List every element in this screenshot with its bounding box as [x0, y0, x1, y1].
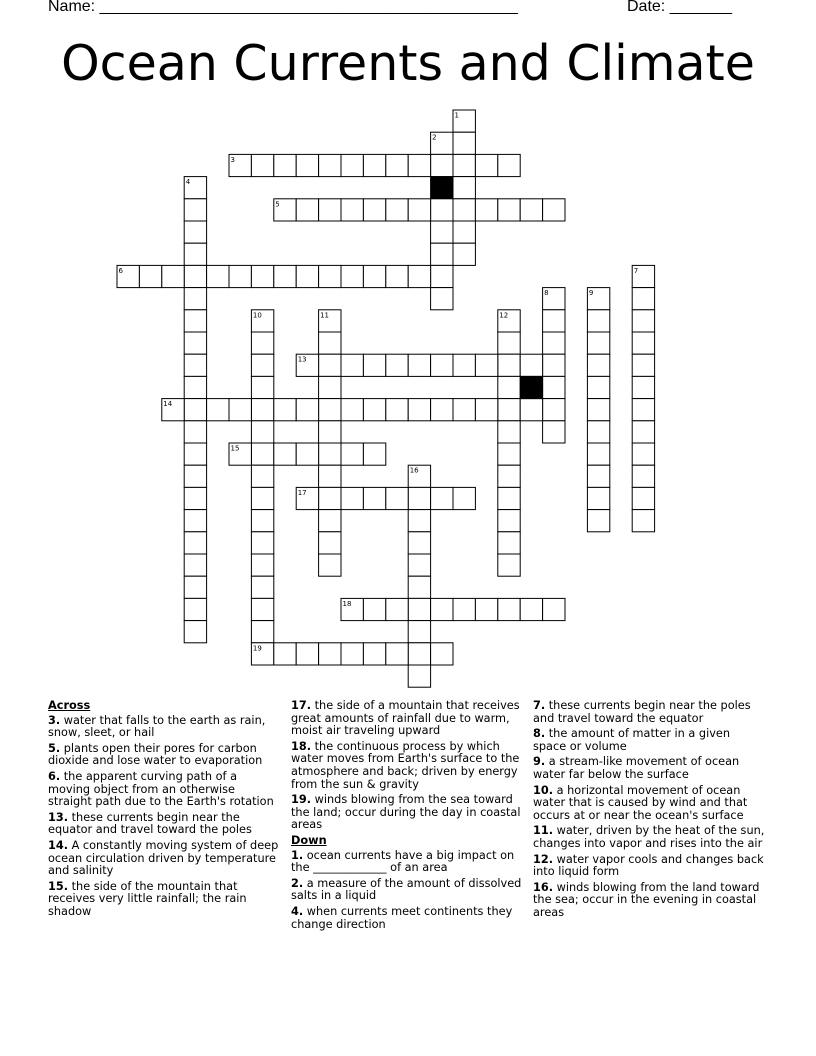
grid-cell[interactable]	[386, 487, 408, 509]
grid-cell[interactable]	[184, 532, 206, 554]
grid-cell[interactable]	[520, 399, 542, 421]
grid-cell[interactable]	[319, 510, 341, 532]
grid-cell[interactable]	[251, 532, 273, 554]
clue-item-text: these currents begin near the equator and travel toward the poles	[48, 810, 252, 837]
grid-cell[interactable]	[431, 354, 453, 376]
grid-cell[interactable]	[408, 598, 430, 620]
grid-cell[interactable]	[319, 465, 341, 487]
clue-item-number: 19.	[291, 793, 312, 807]
grid-cell[interactable]	[363, 399, 385, 421]
grid-cell[interactable]	[520, 199, 542, 221]
grid-cell[interactable]	[453, 154, 475, 176]
clue-number: 1	[454, 111, 459, 120]
grid-cell[interactable]	[498, 598, 520, 620]
grid-cell[interactable]	[386, 598, 408, 620]
clue-number: 4	[185, 178, 191, 187]
clue-item	[533, 785, 765, 823]
grid-cell[interactable]	[319, 443, 341, 465]
grid-cell[interactable]	[251, 443, 273, 465]
grid-cell[interactable]	[408, 487, 430, 509]
clue-item-number: 16.	[533, 880, 554, 894]
grid-cell[interactable]	[543, 310, 565, 332]
grid-cell[interactable]	[386, 354, 408, 376]
grid-cell[interactable]	[408, 621, 430, 643]
down-clue-list-continued	[533, 700, 765, 920]
clue-item-number: 13.	[48, 810, 69, 824]
down-clue-list	[291, 850, 523, 932]
clue-number: 18	[342, 599, 352, 608]
clue-number: 10	[252, 311, 262, 320]
grid-cell[interactable]	[498, 154, 520, 176]
grid-cell[interactable]	[408, 532, 430, 554]
grid-cell[interactable]	[184, 265, 206, 287]
clues-column-1	[48, 700, 280, 922]
grid-cell[interactable]	[207, 265, 229, 287]
clue-item	[533, 728, 765, 753]
grid-cell[interactable]	[341, 354, 363, 376]
grid-cell[interactable]	[296, 199, 318, 221]
grid-cell[interactable]	[475, 199, 497, 221]
grid-cell[interactable]	[587, 421, 609, 443]
grid-cell[interactable]	[498, 532, 520, 554]
clue-item-text: a horizontal movement of ocean water that is caused by wind and that occurs at or near the ocean's surface	[533, 783, 748, 822]
grid-cell[interactable]	[139, 265, 161, 287]
grid-cell[interactable]	[587, 399, 609, 421]
grid-cell[interactable]	[498, 487, 520, 509]
grid-cell[interactable]	[431, 288, 453, 310]
across-clue-list	[48, 715, 280, 919]
across-clue-list-continued	[291, 700, 523, 832]
clue-item-number: 6.	[48, 769, 61, 783]
grid-cell[interactable]	[431, 154, 453, 176]
grid-cell[interactable]	[184, 510, 206, 532]
grid-cell[interactable]	[408, 199, 430, 221]
clue-number: 14	[163, 400, 173, 409]
grid-cell[interactable]	[453, 354, 475, 376]
grid-cell[interactable]	[184, 554, 206, 576]
grid-cell[interactable]	[341, 154, 363, 176]
grid-cell[interactable]	[475, 399, 497, 421]
grid-cell[interactable]	[251, 154, 273, 176]
grid-cell[interactable]	[251, 399, 273, 421]
grid-cell[interactable]	[184, 421, 206, 443]
grid-cell[interactable]	[498, 199, 520, 221]
grid-cell[interactable]	[632, 376, 654, 398]
clue-item-number: 11.	[533, 824, 554, 838]
grid-cell[interactable]	[498, 421, 520, 443]
grid-cell[interactable]	[184, 243, 206, 265]
clue-number: 3	[230, 155, 235, 164]
grid-cell[interactable]	[498, 554, 520, 576]
grid-cell[interactable]	[632, 332, 654, 354]
clue-item-number: 4.	[291, 904, 304, 918]
clue-item	[48, 812, 280, 837]
grid-cell[interactable]	[363, 154, 385, 176]
clue-item-number: 14.	[48, 838, 69, 852]
grid-cell[interactable]	[520, 598, 542, 620]
grid-cell[interactable]	[431, 643, 453, 665]
clue-item-text: water that falls to the earth as rain, snow, sleet, or hail	[48, 713, 266, 740]
clues-column-2	[291, 700, 523, 934]
grid-cell[interactable]	[632, 354, 654, 376]
grid-cell[interactable]	[363, 265, 385, 287]
grid-cell[interactable]	[184, 487, 206, 509]
grid-cell[interactable]	[251, 576, 273, 598]
grid-cell[interactable]	[319, 265, 341, 287]
grid-cell[interactable]	[408, 399, 430, 421]
grid-cell[interactable]	[251, 510, 273, 532]
grid-cell[interactable]	[251, 598, 273, 620]
clue-item-number: 12.	[533, 852, 554, 866]
grid-cell[interactable]	[431, 487, 453, 509]
clue-number: 2	[432, 133, 437, 142]
grid-cell[interactable]	[587, 487, 609, 509]
grid-cell[interactable]	[632, 288, 654, 310]
grid-cell[interactable]	[184, 288, 206, 310]
grid-cell[interactable]	[363, 643, 385, 665]
grid-cell[interactable]	[274, 443, 296, 465]
grid-cell[interactable]	[453, 487, 475, 509]
grid-block	[431, 177, 453, 199]
grid-cell[interactable]	[587, 376, 609, 398]
grid-cell[interactable]	[251, 554, 273, 576]
clue-number: 16	[409, 466, 419, 475]
clue-item	[48, 715, 280, 740]
grid-block	[520, 376, 542, 398]
grid-cell[interactable]	[632, 310, 654, 332]
down-heading: Down	[291, 833, 327, 847]
grid-cell[interactable]	[408, 154, 430, 176]
grid-cell[interactable]	[408, 665, 430, 687]
grid-cell[interactable]	[319, 532, 341, 554]
grid-cell[interactable]	[453, 132, 475, 154]
clue-item-text: plants open their pores for carbon dioxide and lose water to evaporation	[48, 741, 263, 768]
grid-cell[interactable]	[296, 154, 318, 176]
grid-cell[interactable]	[251, 465, 273, 487]
grid-cell[interactable]	[386, 265, 408, 287]
grid-cell[interactable]	[475, 154, 497, 176]
clue-number: 19	[252, 644, 262, 653]
clue-item-number: 18.	[291, 739, 312, 753]
clue-number: 17	[297, 488, 307, 497]
grid-cell[interactable]	[319, 421, 341, 443]
grid-cell[interactable]	[319, 376, 341, 398]
clue-item-text: a measure of the amount of dissolved salts in a liquid	[291, 876, 522, 903]
grid-cell[interactable]	[543, 199, 565, 221]
grid-cell[interactable]	[543, 332, 565, 354]
grid-cell[interactable]	[386, 154, 408, 176]
grid-cell[interactable]	[408, 576, 430, 598]
clue-item-number: 5.	[48, 741, 61, 755]
grid-cell[interactable]	[251, 265, 273, 287]
grid-cell[interactable]	[543, 598, 565, 620]
grid-cell[interactable]	[184, 399, 206, 421]
clue-item-text: the apparent curving path of a moving object from an otherwise straight path due to the Earth's rotation	[48, 769, 274, 809]
grid-cell[interactable]	[296, 443, 318, 465]
clue-number: 11	[320, 311, 330, 320]
grid-cell[interactable]	[543, 354, 565, 376]
clue-number: 15	[230, 444, 240, 453]
across-heading: Across	[48, 699, 91, 712]
grid-cell[interactable]	[251, 354, 273, 376]
clue-number: 5	[275, 200, 280, 209]
date-field[interactable]: Date: _______	[627, 0, 732, 15]
grid-cell[interactable]	[632, 465, 654, 487]
clue-item-text: ocean currents have a big impact on the _____________ of an area	[291, 848, 515, 875]
grid-cell[interactable]	[184, 376, 206, 398]
grid-cell[interactable]	[453, 177, 475, 199]
grid-cell[interactable]	[498, 465, 520, 487]
clue-number: 8	[544, 289, 549, 298]
grid-cell[interactable]	[453, 243, 475, 265]
grid-cell[interactable]	[251, 421, 273, 443]
grid-cell[interactable]	[341, 265, 363, 287]
clue-item-number: 15.	[48, 879, 69, 893]
clue-item	[533, 700, 765, 725]
clue-item	[48, 771, 280, 809]
grid-cell[interactable]	[184, 221, 206, 243]
grid-cell[interactable]	[498, 510, 520, 532]
clue-item	[48, 840, 280, 878]
grid-cell[interactable]	[632, 487, 654, 509]
grid-cell[interactable]	[408, 643, 430, 665]
grid-cell[interactable]	[229, 399, 251, 421]
grid-cell[interactable]	[453, 598, 475, 620]
grid-cell[interactable]	[319, 332, 341, 354]
clue-item-number: 3.	[48, 713, 61, 727]
grid-cell[interactable]	[632, 510, 654, 532]
grid-cell[interactable]	[498, 443, 520, 465]
grid-cell[interactable]	[207, 399, 229, 421]
clue-item-text: the amount of matter in a given space or volume	[533, 727, 731, 753]
clue-item-number: 8.	[533, 727, 546, 741]
grid-cell[interactable]	[587, 354, 609, 376]
grid-cell[interactable]	[363, 598, 385, 620]
grid-cell[interactable]	[319, 354, 341, 376]
grid-cell[interactable]	[184, 598, 206, 620]
grid-cell[interactable]	[431, 199, 453, 221]
grid-cell[interactable]	[274, 154, 296, 176]
grid-cell[interactable]	[341, 399, 363, 421]
grid-cell[interactable]	[587, 332, 609, 354]
grid-cell[interactable]	[431, 221, 453, 243]
clue-item-number: 2.	[291, 876, 304, 890]
grid-cell[interactable]	[229, 265, 251, 287]
grid-cell[interactable]	[408, 354, 430, 376]
grid-cell[interactable]	[319, 643, 341, 665]
grid-cell[interactable]	[632, 399, 654, 421]
grid-cell[interactable]	[520, 354, 542, 376]
grid-cell[interactable]	[162, 265, 184, 287]
clue-item	[291, 700, 523, 738]
grid-cell[interactable]	[341, 199, 363, 221]
clues-column-3	[533, 700, 765, 923]
grid-cell[interactable]	[274, 643, 296, 665]
grid-cell[interactable]	[475, 598, 497, 620]
grid-cell[interactable]	[431, 243, 453, 265]
grid-cell[interactable]	[274, 399, 296, 421]
clue-item	[291, 906, 523, 931]
grid-cell[interactable]	[453, 199, 475, 221]
grid-cell[interactable]	[184, 332, 206, 354]
grid-cell[interactable]	[296, 265, 318, 287]
grid-cell[interactable]	[453, 221, 475, 243]
clue-item-text: these currents begin near the poles and travel toward the equator	[533, 699, 751, 725]
clue-number: 9	[588, 289, 594, 298]
grid-cell[interactable]	[453, 399, 475, 421]
grid-cell[interactable]	[475, 354, 497, 376]
grid-cell[interactable]	[184, 310, 206, 332]
clue-item-text: the continuous process by which water moves from Earth's surface to the atmosphere and back; driven by energy from the sun & gravity	[291, 739, 520, 791]
clue-item-number: 7.	[533, 699, 546, 712]
grid-cell[interactable]	[296, 643, 318, 665]
grid-cell[interactable]	[408, 265, 430, 287]
grid-cell[interactable]	[632, 421, 654, 443]
grid-cell[interactable]	[319, 554, 341, 576]
grid-cell[interactable]	[498, 376, 520, 398]
clue-item	[291, 741, 523, 791]
grid-cell[interactable]	[363, 487, 385, 509]
name-field[interactable]: Name: _______________________________________________	[48, 0, 518, 15]
clue-number: 13	[297, 355, 307, 364]
clue-item-text: water vapor cools and changes back into liquid form	[533, 852, 764, 879]
grid-cell[interactable]	[319, 199, 341, 221]
grid-cell[interactable]	[587, 510, 609, 532]
clue-item	[291, 794, 523, 832]
grid-cell[interactable]	[386, 199, 408, 221]
clue-item	[533, 854, 765, 879]
clue-number: 6	[118, 266, 123, 275]
grid-cell[interactable]	[251, 621, 273, 643]
clue-item-text: A constantly moving system of deep ocean circulation driven by temperature and salinity	[48, 838, 279, 878]
clue-item	[291, 878, 523, 903]
grid-cell[interactable]	[184, 576, 206, 598]
clue-item-text: the side of the mountain that receives very little rainfall; the rain shadow	[48, 879, 247, 918]
clue-item-number: 10.	[533, 783, 554, 797]
grid-cell[interactable]	[431, 399, 453, 421]
grid-cell[interactable]	[251, 332, 273, 354]
grid-cell[interactable]	[498, 354, 520, 376]
grid-cell[interactable]	[363, 354, 385, 376]
clue-item	[291, 850, 523, 875]
grid-cell[interactable]	[184, 199, 206, 221]
clue-item	[533, 756, 765, 781]
grid-cell[interactable]	[319, 399, 341, 421]
grid-cell[interactable]	[498, 332, 520, 354]
clue-item	[533, 825, 765, 850]
clue-number: 7	[633, 266, 639, 275]
grid-cell[interactable]	[184, 621, 206, 643]
grid-cell[interactable]	[341, 643, 363, 665]
grid-cell[interactable]	[543, 421, 565, 443]
clue-item	[48, 743, 280, 768]
grid-cell[interactable]	[363, 199, 385, 221]
grid-cell[interactable]	[587, 310, 609, 332]
clue-item-text: water, driven by the heat of the sun, changes into vapor and rises into the air	[533, 824, 765, 850]
grid-cell[interactable]	[341, 487, 363, 509]
grid-cell[interactable]	[431, 265, 453, 287]
grid-cell[interactable]	[587, 465, 609, 487]
grid-cell[interactable]	[319, 154, 341, 176]
clue-item	[48, 881, 280, 919]
grid-cell[interactable]	[386, 399, 408, 421]
grid-cell[interactable]	[184, 465, 206, 487]
clue-number: 12	[499, 311, 509, 320]
clue-item-text: winds blowing from the land toward the sea; occur in the evening in coastal areas	[533, 880, 760, 919]
clue-item-text: the side of a mountain that receives great amounts of rainfall due to warm, moist air traveling upward	[291, 699, 520, 738]
grid-cell[interactable]	[184, 443, 206, 465]
grid-cell[interactable]	[408, 510, 430, 532]
grid-cell[interactable]	[251, 376, 273, 398]
grid-cell[interactable]	[587, 443, 609, 465]
grid-cell[interactable]	[408, 554, 430, 576]
grid-cell[interactable]	[632, 443, 654, 465]
grid-cell[interactable]	[543, 399, 565, 421]
grid-cell[interactable]	[296, 399, 318, 421]
clue-item-text: when currents meet continents they change direction	[291, 904, 513, 931]
clue-item-number: 9.	[533, 755, 546, 769]
grid-cell[interactable]	[274, 265, 296, 287]
grid-cell[interactable]	[363, 443, 385, 465]
grid-cell[interactable]	[341, 443, 363, 465]
clue-item-text: winds blowing from the sea toward the land; occur during the day in coastal areas	[291, 793, 521, 832]
clue-item-text: a stream-like movement of ocean water far below the surface	[533, 755, 740, 781]
clue-item-number: 1.	[291, 848, 304, 862]
page-title: Ocean Currents and Climate	[61, 35, 755, 92]
clue-item	[533, 882, 765, 920]
grid-cell[interactable]	[431, 598, 453, 620]
grid-cell[interactable]	[543, 376, 565, 398]
grid-cell[interactable]	[251, 487, 273, 509]
grid-cell[interactable]	[498, 399, 520, 421]
grid-cell[interactable]	[184, 354, 206, 376]
grid-cell[interactable]	[319, 487, 341, 509]
clue-item-number: 17.	[291, 699, 312, 712]
grid-cell[interactable]	[386, 643, 408, 665]
